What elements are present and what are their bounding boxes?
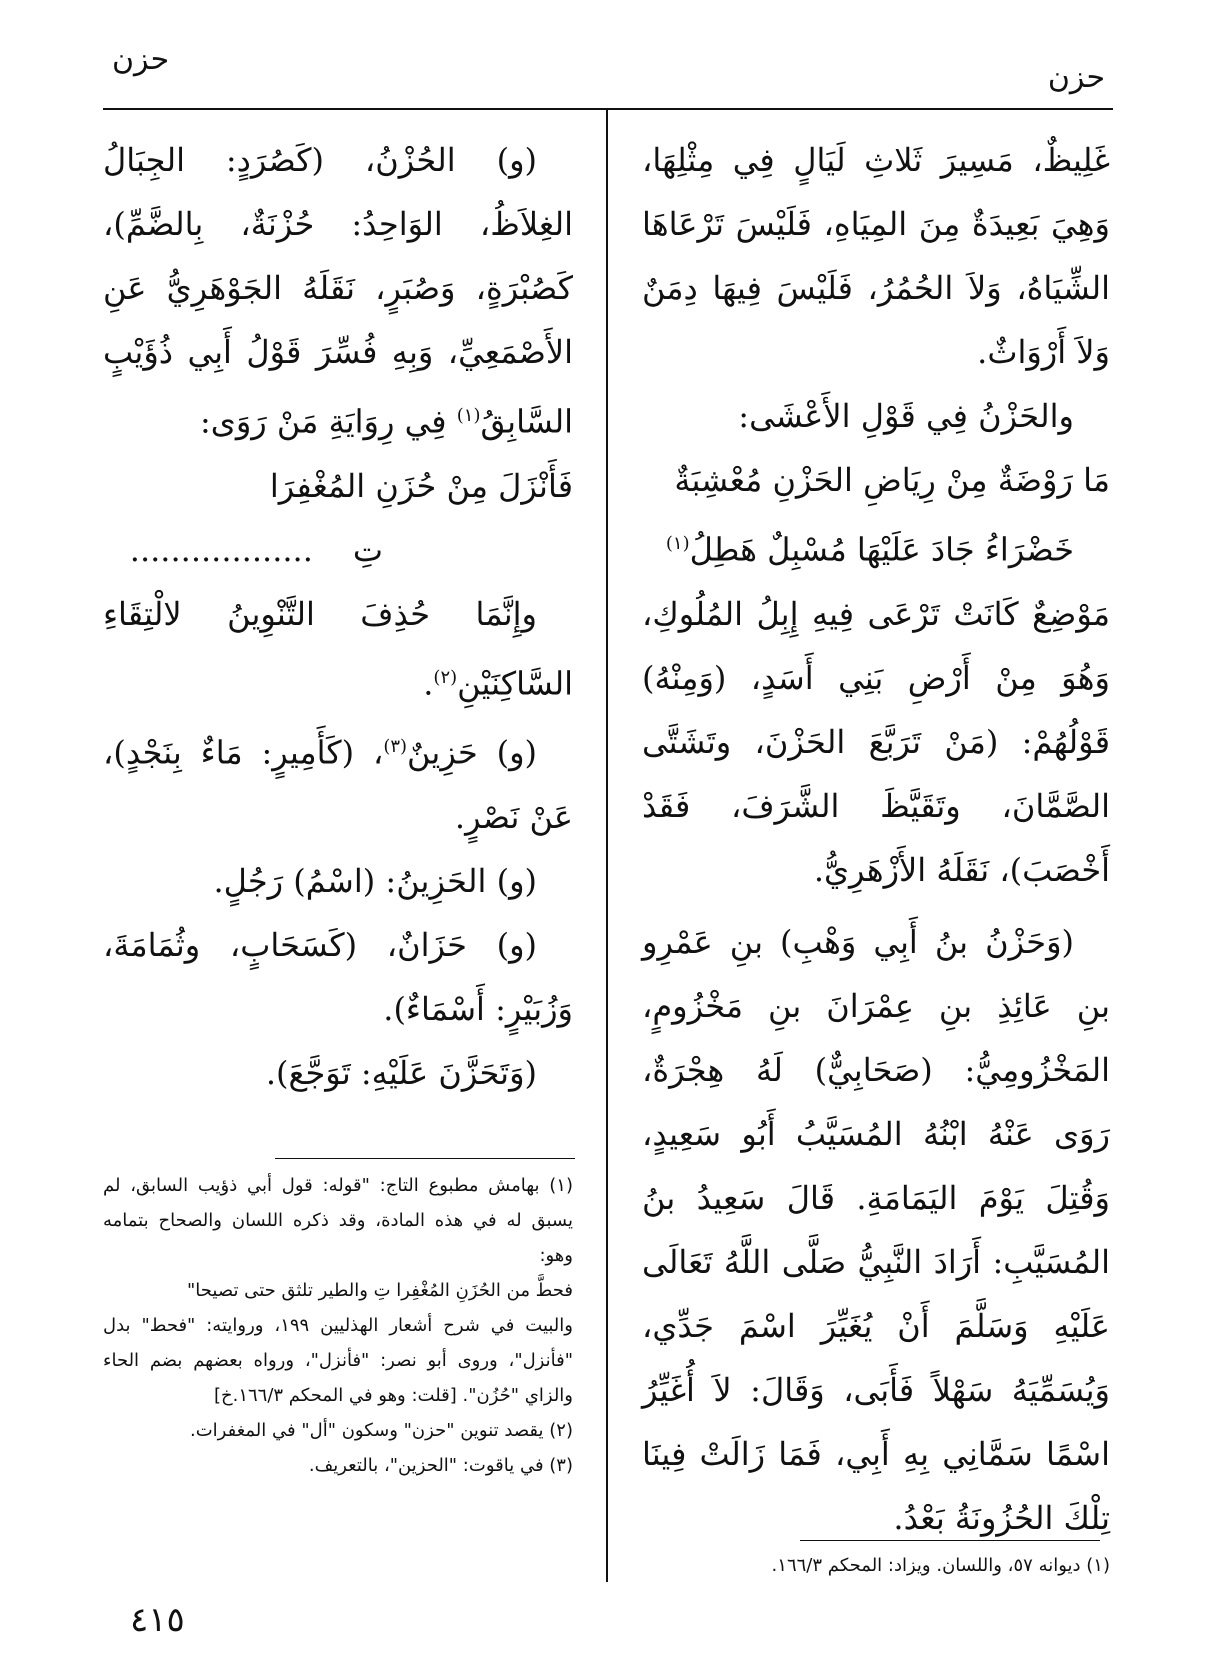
right-paragraph-1: غَلِيظٌ، مَسِيرَ ثَلاثِ لَيَالٍ فِي مِثْلِهَا، وَهِيَ بَعِيدَةٌ مِنَ المِيَاهِ، فَلَيْسَ تَرْعَاهَا الشِّيَاهُ، وَلاَ الحُمُرُ، فَلَيْسَ فِيهَا دِمَنٌ وَلاَ أَرْوَاثٌ.	[642, 141, 1110, 371]
left-verse-2-dots: ..................	[129, 530, 313, 569]
footnote-ref: (١)	[456, 405, 481, 426]
footnote-ref: (٢)	[433, 666, 458, 688]
footnote-rule-left	[275, 1158, 575, 1159]
right-paragraph-3: مَوْضِعٌ كَانَتْ تَرْعَى فِيهِ إِبِلُ المُلُوكِ، وَهُوَ مِنْ أَرْضِ بَنِي أَسَدٍ، (وَمِنْهُ) قَوْلُهُمْ: (مَنْ تَرَبَّعَ الحَزْنَ، وتَشَتَّى الصَّمَّانَ، وتَقَيَّظَ الشَّرَفَ، فَقَدْ أَخْصَبَ)، نَقَلَهُ الأَزْهَرِيُّ.	[642, 594, 1110, 889]
left-verse-2-end: تِ	[352, 530, 383, 569]
footnote-left-verse: فحطَّ من الحُزَنِ المُغْفِرا تِ والطير تلثق حتى تصيحا"	[187, 1280, 573, 1301]
right-verse-2-text: خَضْرَاءُ جَادَ عَلَيْهَا مُسْبِلٌ هَطِلُ	[689, 530, 1074, 569]
left-column	[103, 128, 573, 1105]
footnotes-left	[103, 1168, 573, 1483]
footnote-rule-right	[800, 1540, 1100, 1541]
left-paragraph-4: (و) الحَزِينُ: (اسْمُ) رَجُلٍ.	[213, 861, 537, 900]
left-paragraph-2	[103, 582, 573, 716]
footnote-left-1: (١) بهامش مطبوع التاج: "قوله: قول أبي ذؤيب السابق، لم يسبق له في هذه المادة، وقد ذكره اللسان والصحاح بتمامه وهو:	[103, 1175, 573, 1266]
right-verse-2	[642, 512, 1110, 582]
left-paragraph-5: (و) حَزَانٌ، (كَسَحَابٍ، وثُمَامَةَ، وَزُبَيْرٍ: أَسْمَاءٌ).	[103, 925, 573, 1028]
left-paragraph-2-tail: .	[423, 664, 434, 703]
footnote-left-2: (٢) يقصد تنوين "حزن" وسكون "أل" في المغفرات.	[190, 1420, 573, 1441]
running-header-left: حزن	[112, 42, 170, 77]
left-verse-2	[103, 518, 573, 582]
header-rule	[103, 108, 1113, 110]
right-verse-1: مَا رَوْضَةٌ مِنْ رِيَاضِ الحَزْنِ مُعْشِبَةٌ	[674, 461, 1110, 499]
left-paragraph-3	[103, 715, 573, 849]
footnote-left-3: (٣) في ياقوت: "الحزين"، بالتعريف.	[308, 1455, 573, 1476]
right-column	[642, 128, 1110, 1550]
footnote-ref: (٣)	[383, 736, 408, 758]
left-paragraph-1	[103, 128, 573, 454]
left-paragraph-3-tail: ، (كَأَمِيرٍ: مَاءٌ بِنَجْدٍ)، عَنْ نَصْرٍ.	[103, 733, 573, 836]
right-paragraph-4: (وَحَزْنُ بنُ أَبِي وَهْبِ) بنِ عَمْرِو بنِ عَائِذِ بنِ عِمْرَانَ بنِ مَخْزُومٍ، المَخْزُومِيُّ: (صَحَابِيٌّ) لَهُ هِجْرَةٌ، رَوَى عَنْهُ ابْنُهُ المُسَيَّبُ أَبُو سَعِيدٍ، وَقُتِلَ يَوْمَ اليَمَامَةِ. قَالَ سَعِيدُ بنُ المُسَيَّبِ: أَرَادَ النَّبِيُّ صَلَّى اللَّهُ تَعَالَى عَلَيْهِ وَسَلَّمَ أَنْ يُغَيِّرَ اسْمَ جَدِّي، وَيُسَمِّيَهُ سَهْلاً فَأَبَى، وَقَالَ: لاَ أُغَيِّرُ اسْمًا سَمَّانِي بِهِ أَبِي، فَمَا زَالَتْ فِينَا تِلْكَ الحُزُونَةُ بَعْدُ.	[642, 922, 1110, 1537]
column-divider	[606, 108, 608, 1582]
footnote-right-1: (١) ديوانه ٥٧، واللسان. ويزاد: المحكم ١٦٦/٣.	[771, 1555, 1110, 1576]
left-paragraph-1-text: (و) الحُزْنُ، (كَصُرَدٍ: الجِبَالُ الغِلاَظُ، الوَاحِدُ: حُزْنَةٌ، بِالضَّمِّ)، كَصُبْرَةٍ، وَصُبَرٍ، نَقَلَهُ الجَوْهَرِيُّ عَنِ الأَصْمَعِيِّ، وَبِهِ فُسِّرَ قَوْلُ أَبِي ذُؤَيْبٍ السَّابِقُ	[103, 141, 573, 441]
footnote-ref: (١)	[665, 533, 690, 554]
footnotes-right	[700, 1548, 1110, 1583]
left-paragraph-1-tail: فِي رِوَايَةِ مَنْ رَوَى:	[199, 402, 457, 441]
left-paragraph-2-text: وإِنَّمَا حُذِفَ التَّنْوِينُ لالْتِقَاءِ السَّاكِنَيْنِ	[103, 594, 573, 703]
left-paragraph-6: (وَتَحَزَّنَ عَلَيْهِ: تَوَجَّعَ).	[265, 1053, 537, 1092]
left-verse-1: فَأَنْزَلَ مِنْ حُزَنِ المُغْفِرَا	[269, 466, 573, 505]
right-paragraph-2: والحَزْنُ فِي قَوْلِ الأَعْشَى:	[738, 397, 1074, 435]
footnote-left-1-cont: والبيت في شرح أشعار الهذليين ١٩٩، وروايته: "فحط" بدل "فأنزل"، وروى أبو نصر: "فأنزل"، ورواه بعضهم بضم الحاء والزاي "حُزُن". [قلت: وهو في المحكم ١٦٦/٣.خ]	[103, 1315, 573, 1406]
page-number: ٤١٥	[130, 1600, 185, 1640]
running-header-right: حزن	[1047, 60, 1105, 95]
left-paragraph-3-text: (و) حَزِينٌ	[407, 733, 538, 772]
